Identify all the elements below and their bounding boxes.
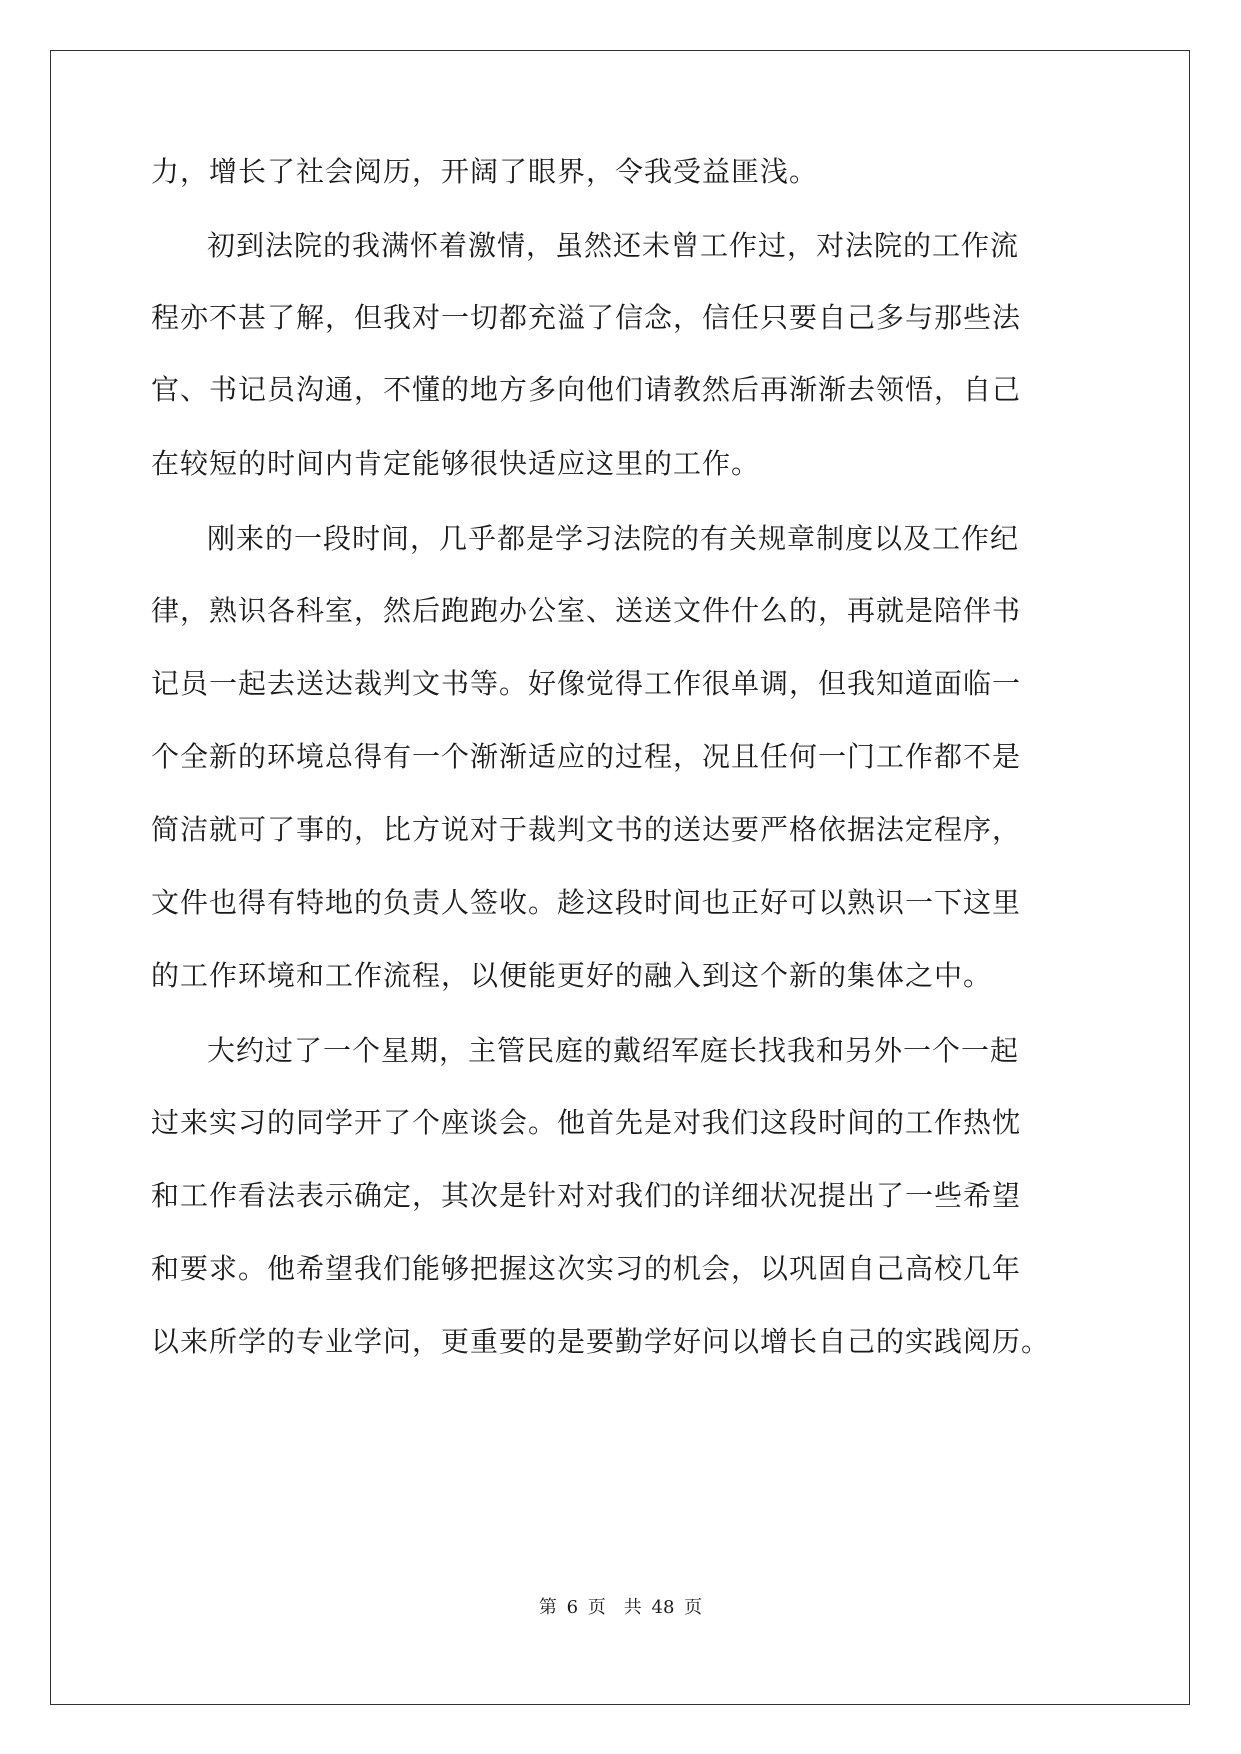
text-line: 律，熟识各科室，然后跑跑办公室、送送文件什么的，再就是陪伴书 [151,594,1022,627]
paragraph-first-line: 初到法院的我满怀着激情，虽然还未曾工作过，对法院的工作流 [207,229,1020,262]
text-line: 在较短的时间内肯定能够很快适应这里的工作。 [151,447,761,480]
text-line: 力，增长了社会阅历，开阔了眼界，令我受益匪浅。 [151,155,819,188]
text-line: 过来实习的同学开了个座谈会。他首先是对我们这段时间的工作热忱 [151,1106,1022,1139]
text-line: 官、书记员沟通，不懂的地方多向他们请教然后再渐渐去领悟，自己 [151,373,1022,406]
text-line: 个全新的环境总得有一个渐渐适应的过程，况且任何一门工作都不是 [151,740,1022,773]
text-line: 简洁就可了事的，比方说对于裁判文书的送达要严格依据法定程序， [151,813,1022,846]
text-line: 和要求。他希望我们能够把握这次实习的机会，以巩固自己高校几年 [151,1252,1022,1285]
current-page-label: 第 6 页 [538,1597,606,1618]
text-line: 的工作环境和工作流程，以便能更好的融入到这个新的集体之中。 [151,959,993,992]
total-pages-label: 共 48 页 [623,1597,703,1618]
text-line: 程亦不甚了解，但我对一切都充溢了信念，信任只要自己多与那些法 [151,301,1022,334]
text-line: 文件也得有特地的负责人签收。趁这段时间也正好可以熟识一下这里 [151,886,1022,919]
page-footer [0,1596,1241,1620]
text-line: 记员一起去送达裁判文书等。好像觉得工作很单调，但我知道面临一 [151,667,1022,700]
text-line: 和工作看法表示确定，其次是针对对我们的详细状况提出了一些希望 [151,1179,1022,1212]
paragraph-first-line: 大约过了一个星期，主管民庭的戴绍军庭长找我和另外一个一起 [207,1034,1020,1067]
text-line: 以来所学的专业学问，更重要的是要勤学好问以增长自己的实践阅历。 [151,1325,1051,1358]
paragraph-first-line: 刚来的一段时间，几乎都是学习法院的有关规章制度以及工作纪 [207,522,1020,555]
